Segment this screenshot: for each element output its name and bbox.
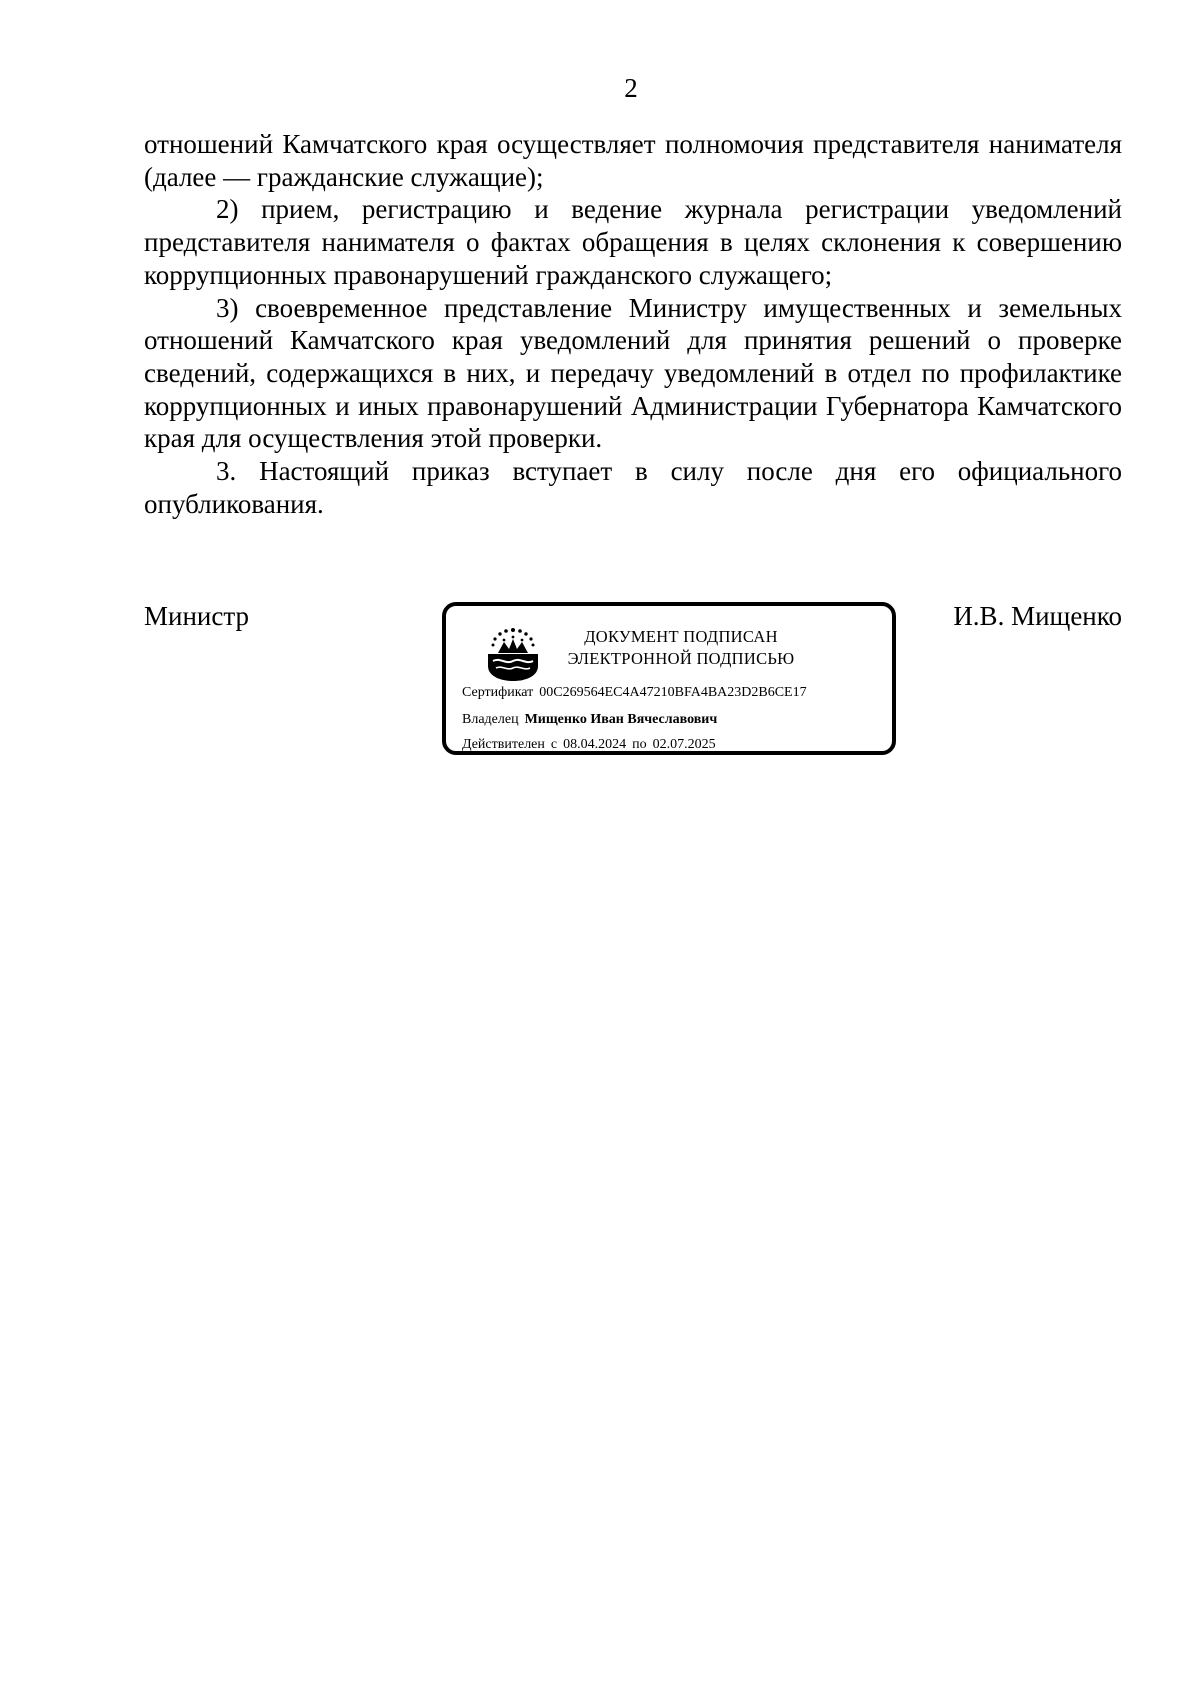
owner-value: Мищенко Иван Вячеславович [524, 712, 718, 727]
stamp-heading-line-1: ДОКУМЕНТ ПОДПИСАН [584, 627, 778, 646]
paragraph-item-2: 2) прием, регистрацию и ведение журнала регистрации уведомлений представителя нанимателя о фактах обращения в целях склонения к совершению коррупционных правонарушений гражданского служащего; [144, 194, 1122, 290]
owner-label: Владелец [462, 712, 519, 727]
signatory-name: И.В. Мищенко [953, 601, 1122, 631]
valid-from-date: 08.04.2024 [563, 737, 627, 752]
valid-label: Действителен [462, 737, 545, 752]
certificate-value: 00C269564EC4A47210BFA4BA23D2B6CE17 [539, 685, 807, 700]
paragraph-item-3: 3) своевременное представление Министру имущественных и земельных отношений Камчатского края уведомлений для принятия решений о проверке сведений, содержащихся в них, и передачу уведомлений в отдел по профилактике коррупционных и иных правонарушений Администрации Губернатора Камчатского края для осуществления этой проверки. [144, 292, 1122, 454]
stamp-validity-row [462, 736, 716, 754]
electronic-signature-stamp [442, 602, 896, 755]
stamp-certificate-row [462, 684, 807, 702]
valid-to-label: по [632, 737, 647, 752]
paragraph-clause-3: 3. Настоящий приказ вступает в силу после дня его официального опубликования. [144, 456, 1122, 519]
stamp-owner-row [462, 711, 717, 729]
stamp-heading [556, 626, 806, 670]
signatory-title: Министр [144, 601, 249, 631]
page-number: 2 [624, 73, 638, 103]
valid-from-label: с [550, 737, 558, 752]
document-body [144, 128, 1122, 520]
certificate-label: Сертификат [462, 685, 534, 700]
paragraph-continuation: отношений Камчатского края осуществляет полномочия представителя нанимателя (далее — гражданские служащие); [144, 129, 1122, 192]
stamp-heading-line-2: ЭЛЕКТРОННОЙ ПОДПИСЬЮ [567, 649, 795, 668]
valid-to-date: 02.07.2025 [652, 737, 716, 752]
kamchatka-coat-of-arms-icon [484, 626, 542, 682]
